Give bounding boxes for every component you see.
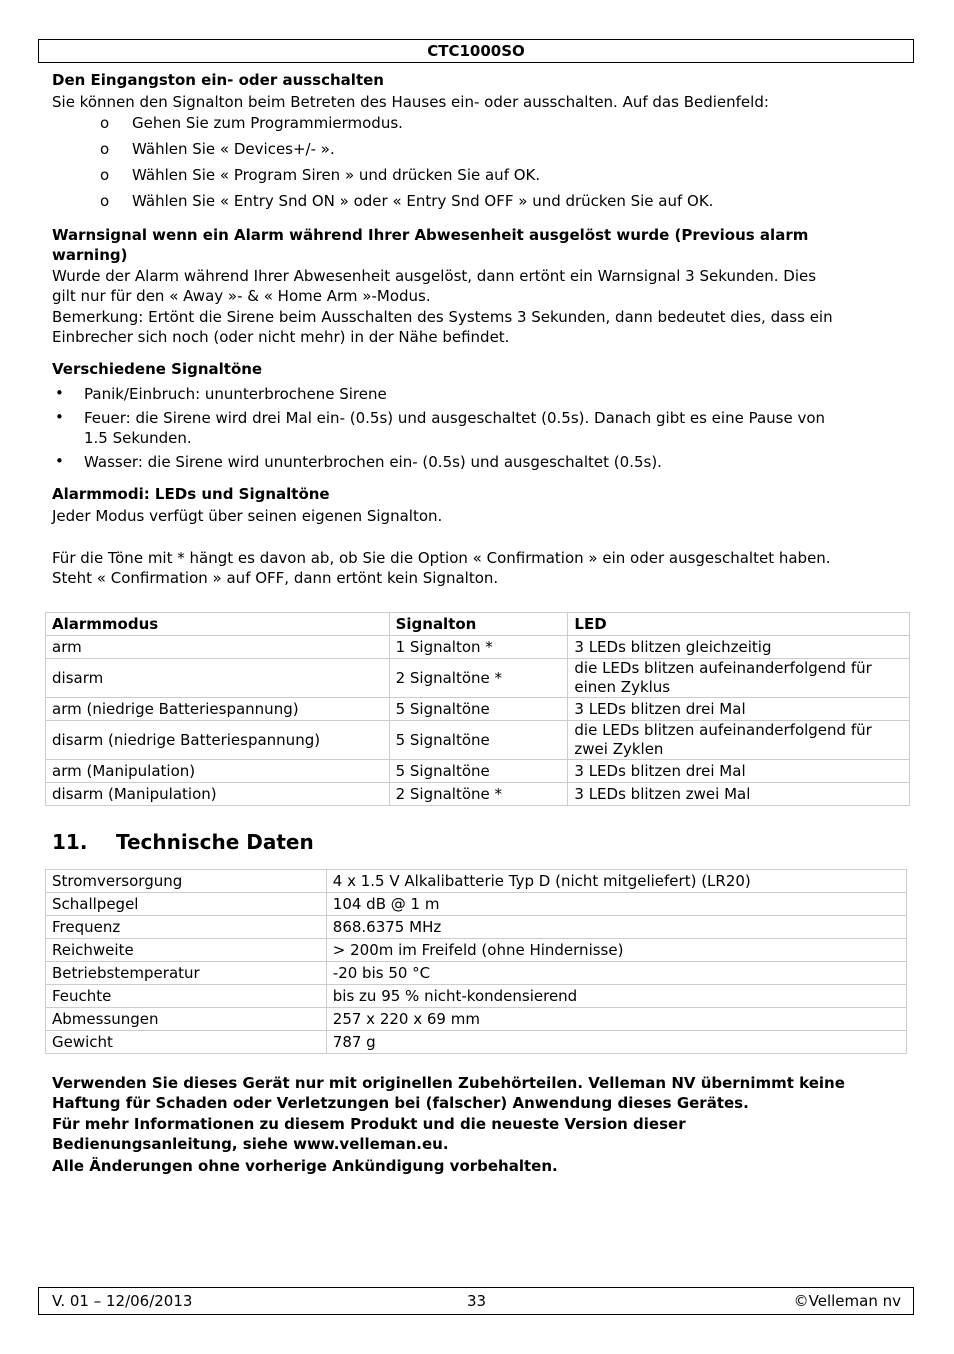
list-item-text: Wählen Sie « Devices+/- ». xyxy=(132,140,335,158)
table-row xyxy=(46,698,910,721)
table-row xyxy=(46,962,907,985)
list-item xyxy=(0,408,954,448)
bullet-marker: • xyxy=(55,408,64,426)
column-header: LED xyxy=(568,613,910,636)
list-item-text: Panik/Einbruch: ununterbrochene Sirene xyxy=(84,385,387,403)
cell-line: 3 LEDs blitzen drei Mal xyxy=(574,761,746,780)
section-title: Technische Daten xyxy=(116,830,314,854)
table-cell: arm (niedrige Batteriespannung) xyxy=(46,698,390,721)
bullet-marker: o xyxy=(100,192,110,210)
table-cell: disarm (Manipulation) xyxy=(46,783,390,806)
table-cell xyxy=(568,783,910,806)
table-row xyxy=(46,1031,907,1054)
technical-data-table xyxy=(45,869,907,1054)
table-cell xyxy=(568,636,910,659)
closing-note: Verwenden Sie dieses Gerät nur mit originellen Zubehörteilen. Velleman NV übernimmt keine xyxy=(52,1074,845,1092)
cell-line: 3 LEDs blitzen zwei Mal xyxy=(574,784,751,803)
table-cell: arm xyxy=(46,636,390,659)
list-item-text: Wählen Sie « Program Siren » und drücken Sie auf OK. xyxy=(132,166,541,184)
version-date: V. 01 – 12/06/2013 xyxy=(52,1292,193,1310)
table-cell xyxy=(568,760,910,783)
page-header xyxy=(38,39,914,63)
spec-value: -20 bis 50 °C xyxy=(326,962,906,985)
bullet-marker: • xyxy=(55,384,64,402)
section-number: 11. xyxy=(52,830,88,854)
spec-label: Stromversorgung xyxy=(46,870,327,893)
section-heading-signal-tones: Verschiedene Signaltöne xyxy=(52,360,263,378)
table-row xyxy=(46,721,910,760)
model-title: CTC1000SO xyxy=(427,42,525,60)
section-intro: Sie können den Signalton beim Betreten des Hauses ein- oder ausschalten. Auf das Bedienfeld: xyxy=(52,93,769,111)
bullet-marker: o xyxy=(100,114,110,132)
spec-value: 104 dB @ 1 m xyxy=(326,893,906,916)
table-cell xyxy=(568,659,910,698)
paragraph-line: gilt nur für den « Away »- & « Home Arm »-Modus. xyxy=(52,287,431,305)
table-row xyxy=(46,870,907,893)
table-row xyxy=(46,939,907,962)
section-heading-alarm-modes: Alarmmodi: LEDs und Signaltöne xyxy=(52,485,330,503)
spec-label: Gewicht xyxy=(46,1031,327,1054)
column-header: Signalton xyxy=(389,613,568,636)
paragraph-line: Für die Töne mit * hängt es davon ab, ob Sie die Option « Confirmation » ein oder ausgeschaltet haben. xyxy=(52,549,831,567)
spec-value: 787 g xyxy=(326,1031,906,1054)
table-cell: 2 Signaltöne * xyxy=(389,783,568,806)
closing-note: Für mehr Informationen zu diesem Produkt und die neueste Version dieser xyxy=(52,1115,686,1133)
table-row xyxy=(46,760,910,783)
alarm-modes-table xyxy=(45,612,910,806)
spec-value: > 200m im Freifeld (ohne Hindernisse) xyxy=(326,939,906,962)
table-cell xyxy=(568,721,910,760)
closing-note: Haftung für Schaden oder Verletzungen bei (falscher) Anwendung dieses Gerätes. xyxy=(52,1094,749,1112)
list-item xyxy=(0,114,954,134)
closing-note: Bedienungsanleitung, siehe www.velleman.eu. xyxy=(52,1135,449,1153)
spec-label: Betriebstemperatur xyxy=(46,962,327,985)
cell-line: einen Zyklus xyxy=(574,678,671,696)
page-footer xyxy=(38,1287,914,1315)
list-item-text: Wasser: die Sirene wird ununterbrochen ein- (0.5s) und ausgeschaltet (0.5s). xyxy=(84,453,662,471)
cell-line: die LEDs blitzen aufeinanderfolgend für xyxy=(574,721,872,739)
table-cell: disarm xyxy=(46,659,390,698)
table-header-row xyxy=(46,613,910,636)
cell-line: 3 LEDs blitzen gleichzeitig xyxy=(574,637,772,656)
list-item xyxy=(0,140,954,160)
bullet-marker: o xyxy=(100,140,110,158)
cell-line: die LEDs blitzen aufeinanderfolgend für xyxy=(574,659,872,677)
paragraph-line: Jeder Modus verfügt über seinen eigenen Signalton. xyxy=(52,507,443,525)
cell-line: zwei Zyklen xyxy=(574,740,664,758)
table-cell: 5 Signaltöne xyxy=(389,760,568,783)
cell-line: 3 LEDs blitzen drei Mal xyxy=(574,699,746,718)
table-row xyxy=(46,783,910,806)
spec-label: Frequenz xyxy=(46,916,327,939)
paragraph-line: Steht « Confirmation » auf OFF, dann ertönt kein Signalton. xyxy=(52,569,499,587)
table-row xyxy=(46,636,910,659)
spec-label: Reichweite xyxy=(46,939,327,962)
paragraph-line: Bemerkung: Ertönt die Sirene beim Ausschalten des Systems 3 Sekunden, dann bedeutet dies, dass ein xyxy=(52,308,833,326)
spec-label: Abmessungen xyxy=(46,1008,327,1031)
table-cell xyxy=(568,698,910,721)
bullet-marker: o xyxy=(100,166,110,184)
list-item xyxy=(0,192,954,212)
table-row xyxy=(46,1008,907,1031)
list-item-text: Wählen Sie « Entry Snd ON » oder « Entry Snd OFF » und drücken Sie auf OK. xyxy=(132,192,714,210)
section-heading-previous-alarm: Warnsignal wenn ein Alarm während Ihrer Abwesenheit ausgelöst wurde (Previous alarm xyxy=(52,226,809,244)
list-item xyxy=(0,166,954,186)
table-row xyxy=(46,916,907,939)
table-row xyxy=(46,893,907,916)
spec-value: bis zu 95 % nicht-kondensierend xyxy=(326,985,906,1008)
section-heading-entry-tone: Den Eingangston ein- oder ausschalten xyxy=(52,71,384,89)
list-item xyxy=(0,452,954,472)
paragraph-line: Einbrecher sich noch (oder nicht mehr) in der Nähe befindet. xyxy=(52,328,510,346)
column-header: Alarmmodus xyxy=(46,613,390,636)
table-cell: disarm (niedrige Batteriespannung) xyxy=(46,721,390,760)
spec-value: 868.6375 MHz xyxy=(326,916,906,939)
table-row xyxy=(46,659,910,698)
paragraph-line: Wurde der Alarm während Ihrer Abwesenheit ausgelöst, dann ertönt ein Warnsignal 3 Sekunden. Dies xyxy=(52,267,817,285)
section-title-technical-data xyxy=(52,830,314,854)
spec-label: Schallpegel xyxy=(46,893,327,916)
list-item-text: Gehen Sie zum Programmiermodus. xyxy=(132,114,403,132)
table-cell: 2 Signaltöne * xyxy=(389,659,568,698)
spec-value: 4 x 1.5 V Alkalibatterie Typ D (nicht mitgeliefert) (LR20) xyxy=(326,870,906,893)
page-number: 33 xyxy=(467,1292,487,1310)
table-cell: 5 Signaltöne xyxy=(389,721,568,760)
table-cell: arm (Manipulation) xyxy=(46,760,390,783)
list-item xyxy=(0,384,954,404)
table-row xyxy=(46,985,907,1008)
spec-value: 257 x 220 x 69 mm xyxy=(326,1008,906,1031)
spec-label: Feuchte xyxy=(46,985,327,1008)
table-cell: 5 Signaltöne xyxy=(389,698,568,721)
list-item-text: Feuer: die Sirene wird drei Mal ein- (0.5s) und ausgeschaltet (0.5s). Danach gibt es eine Pause von xyxy=(84,409,826,427)
section-heading-previous-alarm-cont: warning) xyxy=(52,246,128,264)
copyright: ©Velleman nv xyxy=(793,1292,901,1310)
closing-note: Alle Änderungen ohne vorherige Ankündigung vorbehalten. xyxy=(52,1157,558,1175)
list-item-text-cont: 1.5 Sekunden. xyxy=(84,429,192,447)
bullet-marker: • xyxy=(55,452,64,470)
table-cell: 1 Signalton * xyxy=(389,636,568,659)
